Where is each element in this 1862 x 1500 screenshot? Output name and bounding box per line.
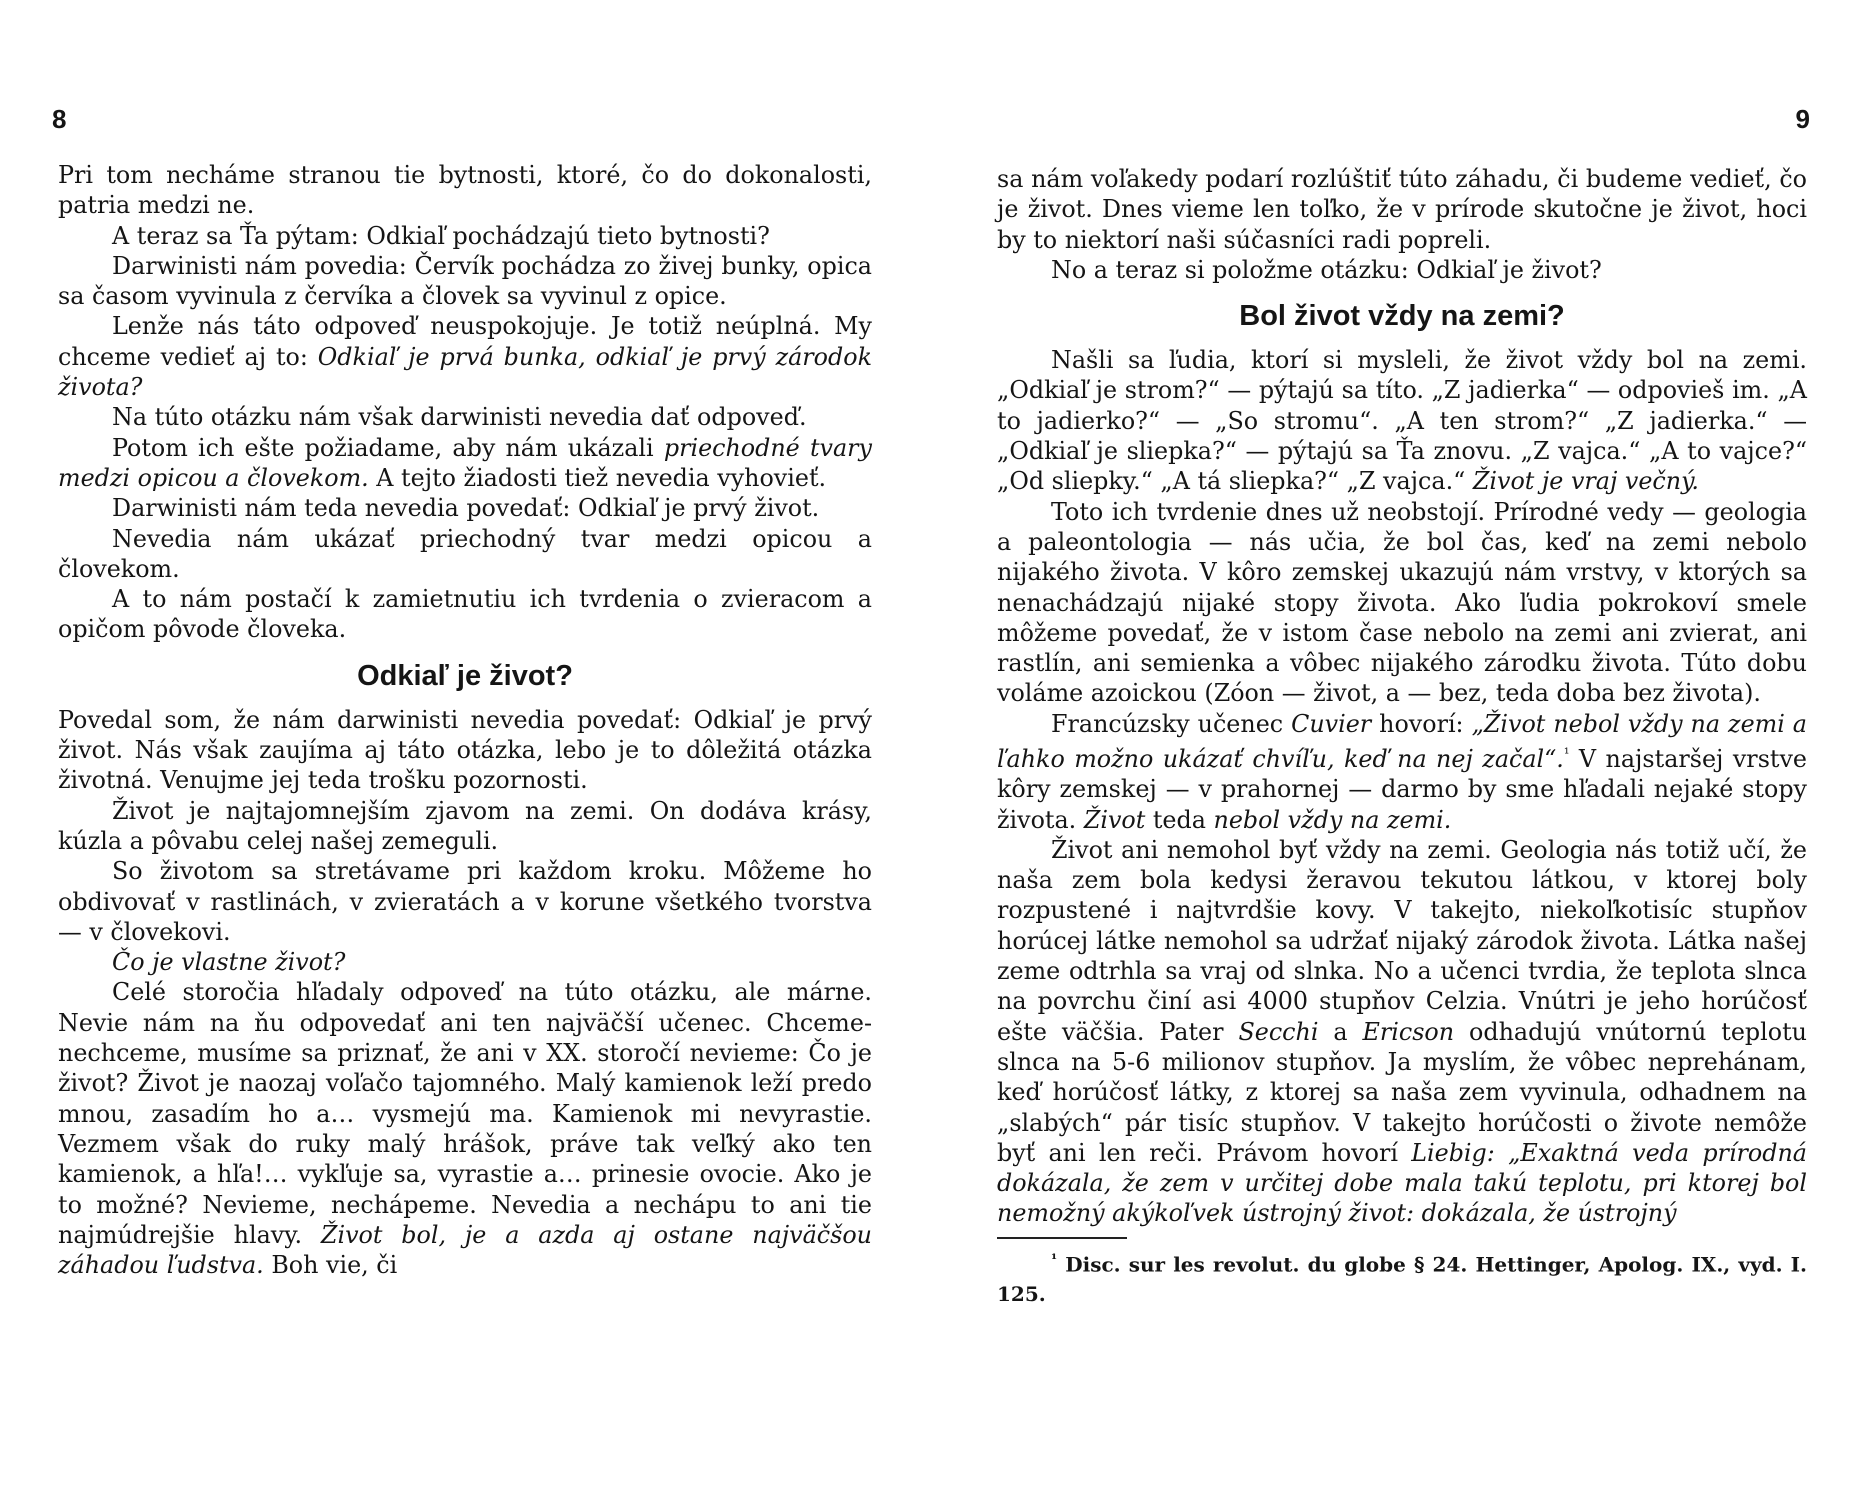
italic-text: Cuvier [1291, 709, 1372, 738]
italic-text: „Život nebol vždy na zemi a ľahko možno ukázať chvíľu, keď na nej začal“. [997, 709, 1807, 773]
paragraph [58, 947, 872, 977]
paragraph: Lenže nás táto odpoveď neuspokojuje. Je totiž neúplná. My chceme vedieť aj to: Odkiaľ je prvá bunka, odkiaľ je prvý zárodok života? [58, 312, 872, 402]
italic-text: Život je vraj večný. [1472, 467, 1699, 496]
paragraph: Darwinisti nám teda nevedia povedať: Odkiaľ je prvý život. [112, 494, 820, 523]
paragraph: Život ani nemohol byť vždy na zemi. Geologia nás totiž učí, že naša zem bola kedysi žeravou tekutou látkou, v ktorej boly rozpustené i najtvrdšie kovy. V takejto, niekoľkotisíc stupňov horúcej látke nemohol sa udržať nijaký zárodok života. Látka našej zeme odtrhla sa vraj od slnka. No a učenci tvrdia, že teplota slnca na povrchu činí asi 4000 stupňov Celzia. Vnútri je jeho horúčosť ešte väčšia. Pater Secchi a Ericson odhadujú vnútornú teplotu slnca na 5-6 milionov stupňov. Ja myslím, že vôbec neprehánam, keď horúčosť látky, z ktorej sa naša zem vyvinula, odhadnem na „slabých“ pár tisíc stupňov. V takejto horúčosti o živote nemôže byť ani len reči. Právom hovorí Liebig: „Exaktná veda prírodná dokázala, že zem v určitej dobe mala takú teplotu, pri ktorej bol nemožný akýkoľvek ústrojný život: dokázala, že ústrojný [997, 835, 1807, 1228]
paragraph: Francúzsky učenec Cuvier hovorí: „Život nebol vždy na zemi a ľahko možno ukázať chvíľu, keď na nej začal“.$^{^1}$ V najstaršej vrstve kôry zemskej — v prahornej — darmo by sme hľadali nejaké stopy života. Život teda nebol vždy na zemi. [997, 709, 1807, 834]
paragraph: A teraz sa Ťa pýtam: Odkiaľ pochádzajú tieto bytnosti? [112, 221, 770, 250]
paragraph: sa nám voľakedy podarí rozlúštiť túto záhadu, či budeme vedieť, čo je život. Dnes vieme len toľko, že v prírode skutočne je život, hoci by to niektorí naši súčasníci radi popreli. [997, 165, 1807, 254]
section-heading: Bol život vždy na zemi? [1239, 300, 1565, 333]
footnote-divider [997, 1237, 1127, 1239]
paragraph: Celé storočia hľadaly odpoveď na túto otázku, ale márne. Nevie nám na ňu odpovedať ani ten najväčší učenec. Chceme-nechceme, musíme sa priznať, že ani v XX. storočí nevieme: Čo je život? Život je naozaj voľačo tajomného. Malý kamienok leží predo mnou, zasadím ho a… vysmejú ma. Kamienok mi nevyrastie. Vezmem však do ruky malý hrášok, práve tak veľký ako ten kamienok, a hľa!… vykľuje sa, vyrastie a… prinesie ovocie. Ako je to možné? Nevieme, nechápeme. Nevedia a nechápu to ani tie najmúdrejšie hlavy. Život bol, je a azda aj ostane najväčšou záhadou ľudstva. Boh vie, či [58, 978, 872, 1280]
paragraph: Na túto otázku nám však darwinisti nevedia dať odpoveď. [112, 403, 807, 432]
paragraph: Pri tom necháme stranou tie bytnosti, ktoré, čo do dokonalosti, patria medzi ne. [58, 161, 872, 220]
italic-text: Život bol, je a azda aj ostane najväčšou záhadou ľudstva. [58, 1220, 872, 1280]
footnote: $^{^1}$ Disc. sur les revolut. du globe § 24. Hettinger, Apolog. IX., vyd. I. 125. [997, 1251, 1807, 1307]
paragraph: Potom ich ešte požiadame, aby nám ukázali priechodné tvary medzi opicou a človekom. A tejto žiadosti tiež nevedia vyhovieť. [58, 433, 872, 492]
italic-text: Život [1083, 805, 1146, 834]
italic-text: Čo je vlastne život? [112, 948, 346, 977]
footnote-ref: ¹ [1563, 746, 1570, 763]
paragraph: Darwinisti nám povedia: Červík pochádza zo živej bunky, opica sa časom vyvinula z červíka a človek sa vyvinul z opice. [58, 251, 872, 311]
paragraph: Toto ich tvrdenie dnes už neobstojí. Prírodné vedy — geologia a paleontologia — nás učia, že bol čas, keď na zemi nebolo nijakého života. V kôro zemskej ukazujú nám vrstvy, v ktorých sa nenachádzajú nijaké stopy života. Ako ľudia pokrokoví smele môžeme povedať, že v istom čase nebolo na zemi ani zvierat, ani rastlín, ani semienka a vôbec nijakého zárodku života. Túto dobu voláme azoickou (Zóon — život, a — bez, teda doba bez života). [997, 497, 1807, 708]
paragraph: Nevedia nám ukázať priechodný tvar medzi opicou a človekom. [58, 524, 872, 583]
page-number-left: 8 [52, 104, 67, 134]
footnote-marker: ¹ [1051, 1251, 1058, 1268]
italic-text: Ericson [1362, 1017, 1455, 1046]
left-text-column [58, 160, 872, 1280]
italic-text: priechodné tvary medzi opicou a človekom. [58, 433, 872, 492]
paragraph: So životom sa stretávame pri každom kroku. Môžeme ho obdivovať v rastlinách, v zvieratách a v korune všetkého tvorstva — v človekovi. [58, 857, 872, 946]
right-page [931, 0, 1862, 1500]
section-heading: Odkiaľ je život? [357, 659, 573, 692]
paragraph: Našli sa ľudia, ktorí si mysleli, že život vždy bol na zemi. „Odkiaľ je strom?“ — pýtajú sa títo. „Z jadierka“ — odpovieš im. „A to jadierko?“ — „So stromu“. „A ten strom?“ „Z jadierka.“ — „Odkiaľ je sliepka?“ — pýtajú sa Ťa znovu. „Z vajca.“ „A to vajce?“ „Od sliepky.“ „A tá sliepka?“ „Z vajca.“ Život je vraj večný. [997, 346, 1807, 496]
italic-text: „Exaktná veda prírodná dokázala, že zem v určitej dobe mala takú teplotu, pri ktorej bol nemožný akýkoľvek ústrojný život: dokázala, že ústrojný [997, 1138, 1807, 1228]
paragraph: Život je najtajomnejším zjavom na zemi. On dodáva krásy, kúzla a pôvabu celej našej zemeguli. [58, 796, 872, 855]
italic-text: nebol vždy na zemi. [1213, 805, 1452, 834]
page-number-right: 9 [1795, 104, 1810, 134]
paragraph: A to nám postačí k zamietnutiu ich tvrdenia o zvieracom a opičom pôvode človeka. [58, 585, 872, 644]
paragraph: No a teraz si položme otázku: Odkiaľ je život? [1051, 255, 1602, 284]
italic-text: Odkiaľ je prvá bunka, odkiaľ je prvý zárodok života? [58, 342, 872, 402]
right-text-column [997, 164, 1807, 1309]
italic-text: Secchi [1238, 1017, 1319, 1046]
italic-text: Liebig: [1411, 1138, 1495, 1167]
paragraph: Povedal som, že nám darwinisti nevedia povedať: Odkiaľ je prvý život. Nás však zaujíma aj táto otázka, lebo je to dôležitá otázka životná. Venujme jej teda trošku pozornosti. [58, 705, 872, 795]
